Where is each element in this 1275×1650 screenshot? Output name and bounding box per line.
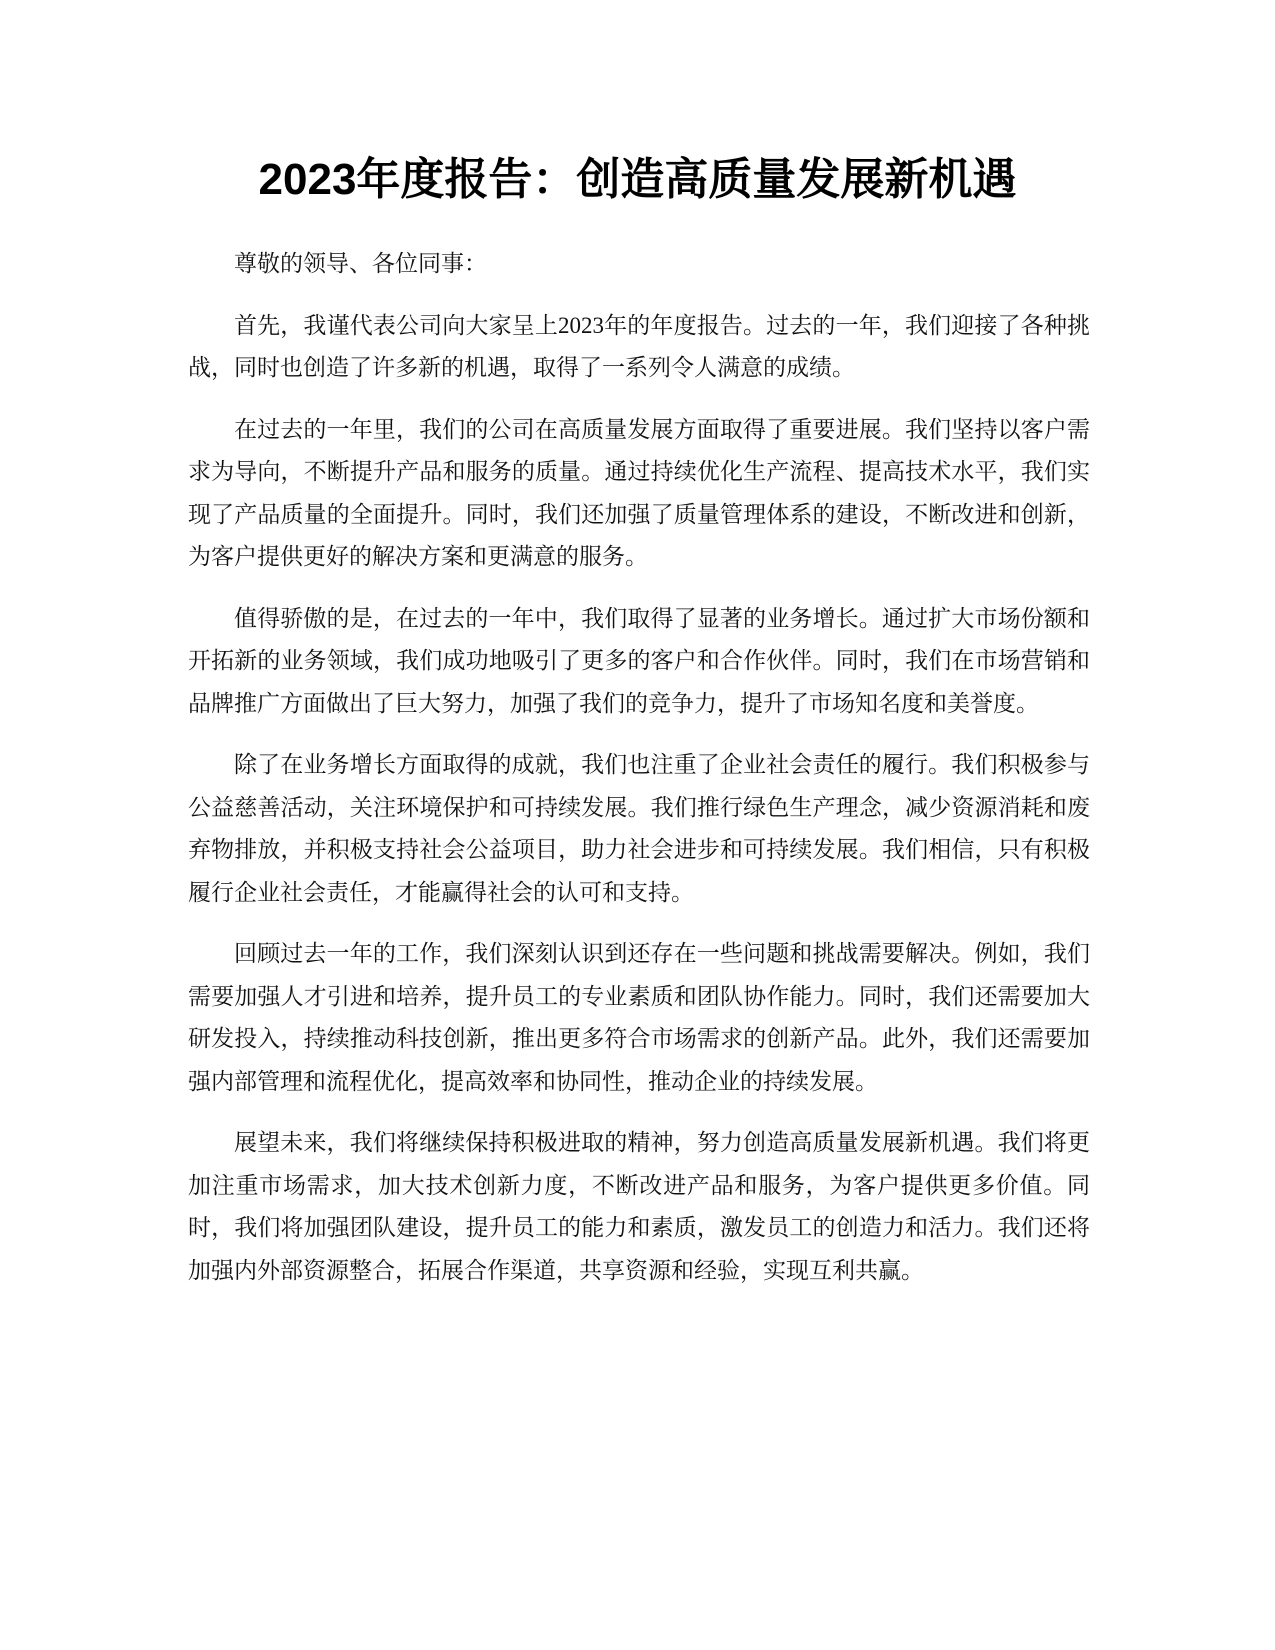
document-title: 2023年度报告：创造高质量发展新机遇: [258, 155, 1017, 204]
paragraph-salutation: 尊敬的领导、各位同事：: [234, 251, 487, 276]
paragraph-challenges: 回顾过去一年的工作，我们深刻认识到还存在一些问题和挑战需要解决。例如，我们需要加强人才引进和培养，提升员工的专业素质和团队协作能力。同时，我们还需要加大研发投入，持续推动科技创新，推出更多符合市场需求的创新产品。此外，我们还需要加强内部管理和流程优化，提高效率和协同性，推动企业的持续发展。: [188, 941, 1090, 1094]
paragraph-business-growth: 值得骄傲的是，在过去的一年中，我们取得了显著的业务增长。通过扩大市场份额和开拓新的业务领域，我们成功地吸引了更多的客户和合作伙伴。同时，我们在市场营销和品牌推广方面做出了巨大努力，加强了我们的竞争力，提升了市场知名度和美誉度。: [188, 605, 1090, 716]
paragraph-outlook: 展望未来，我们将继续保持积极进取的精神，努力创造高质量发展新机遇。我们将更加注重市场需求，加大技术创新力度，不断改进产品和服务，为客户提供更多价值。同时，我们将加强团队建设，提升员工的能力和素质，激发员工的创造力和活力。我们还将加强内外部资源整合，拓展合作渠道，共享资源和经验，实现互利共赢。: [188, 1130, 1090, 1283]
paragraph-quality-progress: 在过去的一年里，我们的公司在高质量发展方面取得了重要进展。我们坚持以客户需求为导向，不断提升产品和服务的质量。通过持续优化生产流程、提高技术水平，我们实现了产品质量的全面提升。同时，我们还加强了质量管理体系的建设，不断改进和创新，为客户提供更好的解决方案和更满意的服务。: [188, 416, 1090, 569]
document-body: [188, 243, 1090, 1311]
paragraph-social-responsibility: 除了在业务增长方面取得的成就，我们也注重了企业社会责任的履行。我们积极参与公益慈善活动，关注环境保护和可持续发展。我们推行绿色生产理念，减少资源消耗和废弃物排放，并积极支持社会公益项目，助力社会进步和可持续发展。我们相信，只有积极履行企业社会责任，才能赢得社会的认可和支持。: [188, 752, 1090, 905]
paragraph-introduction: 首先，我谨代表公司向大家呈上2023年的年度报告。过去的一年，我们迎接了各种挑战，同时也创造了许多新的机遇，取得了一系列令人满意的成绩。: [188, 312, 1090, 380]
